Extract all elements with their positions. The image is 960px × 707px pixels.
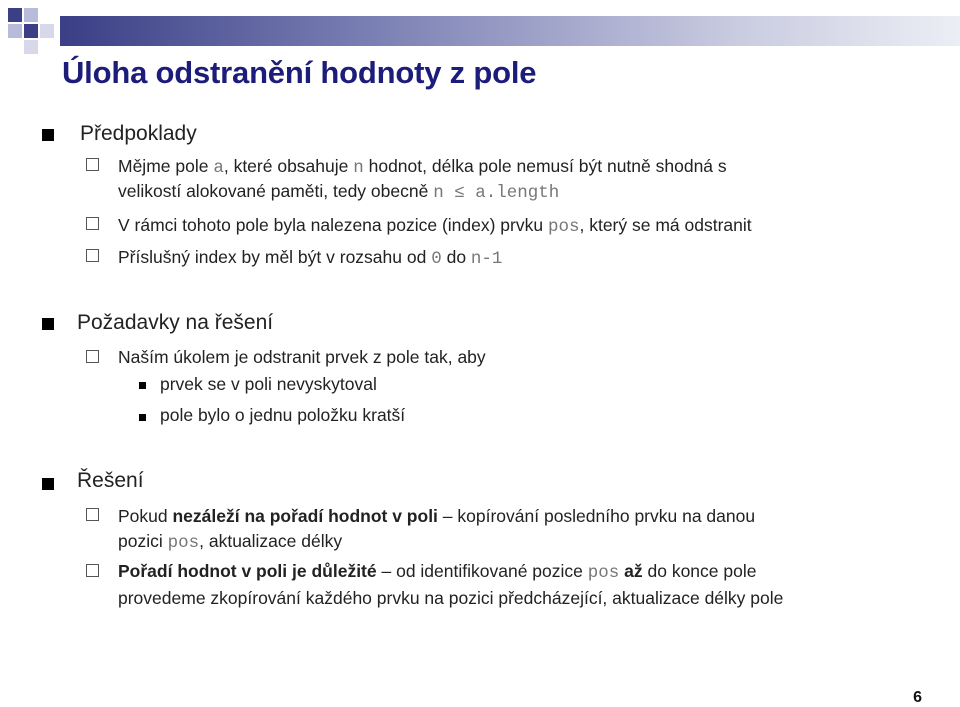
heading-predpoklady: Předpoklady (80, 122, 197, 145)
pozadavky-sub-1: prvek se v poli nevyskytoval (160, 374, 377, 394)
reseni-item-1-line-2: pozici pos, aktualizace délky (118, 531, 343, 553)
heading-reseni: Řešení (77, 469, 144, 492)
heading-pozadavky: Požadavky na řešení (77, 311, 274, 334)
predpoklady-item-1-line-2: velikostí alokované paměti, tedy obecně n ≤ a.length (118, 181, 560, 203)
predpoklady-item-3: Příslušný index by měl být v rozsahu od 0 do n-1 (118, 247, 503, 269)
sub-bullet-icon (139, 382, 146, 389)
page-number: 6 (913, 689, 922, 706)
bullet-square-icon (42, 478, 54, 490)
predpoklady-item-1-line-1: Mějme pole a, které obsahuje n hodnot, délka pole nemusí být nutně shodná s (118, 156, 727, 178)
checkbox-bullet-icon (86, 158, 99, 171)
pozadavky-sub-2: pole bylo o jednu položku kratší (160, 405, 406, 425)
reseni-item-2-line-1: Pořadí hodnot v poli je důležité – od identifikované pozice pos až do konce pole (118, 561, 757, 583)
checkbox-bullet-icon (86, 564, 99, 577)
checkbox-bullet-icon (86, 249, 99, 262)
checkbox-bullet-icon (86, 350, 99, 363)
bullet-square-icon (42, 129, 54, 141)
predpoklady-item-2: V rámci tohoto pole byla nalezena pozice (index) prvku pos, který se má odstranit (118, 215, 752, 237)
reseni-item-2-line-2: provedeme zkopírování každého prvku na pozici předcházející, aktualizace délky pole (118, 588, 784, 608)
sub-bullet-icon (139, 414, 146, 421)
pozadavky-item-1: Naším úkolem je odstranit prvek z pole tak, aby (118, 347, 486, 367)
checkbox-bullet-icon (86, 508, 99, 521)
reseni-item-1-line-1: Pokud nezáleží na pořadí hodnot v poli – kopírování posledního prvku na danou (118, 506, 756, 526)
checkbox-bullet-icon (86, 217, 99, 230)
slide-title: Úloha odstranění hodnoty z pole (62, 55, 537, 90)
bullet-square-icon (42, 318, 54, 330)
